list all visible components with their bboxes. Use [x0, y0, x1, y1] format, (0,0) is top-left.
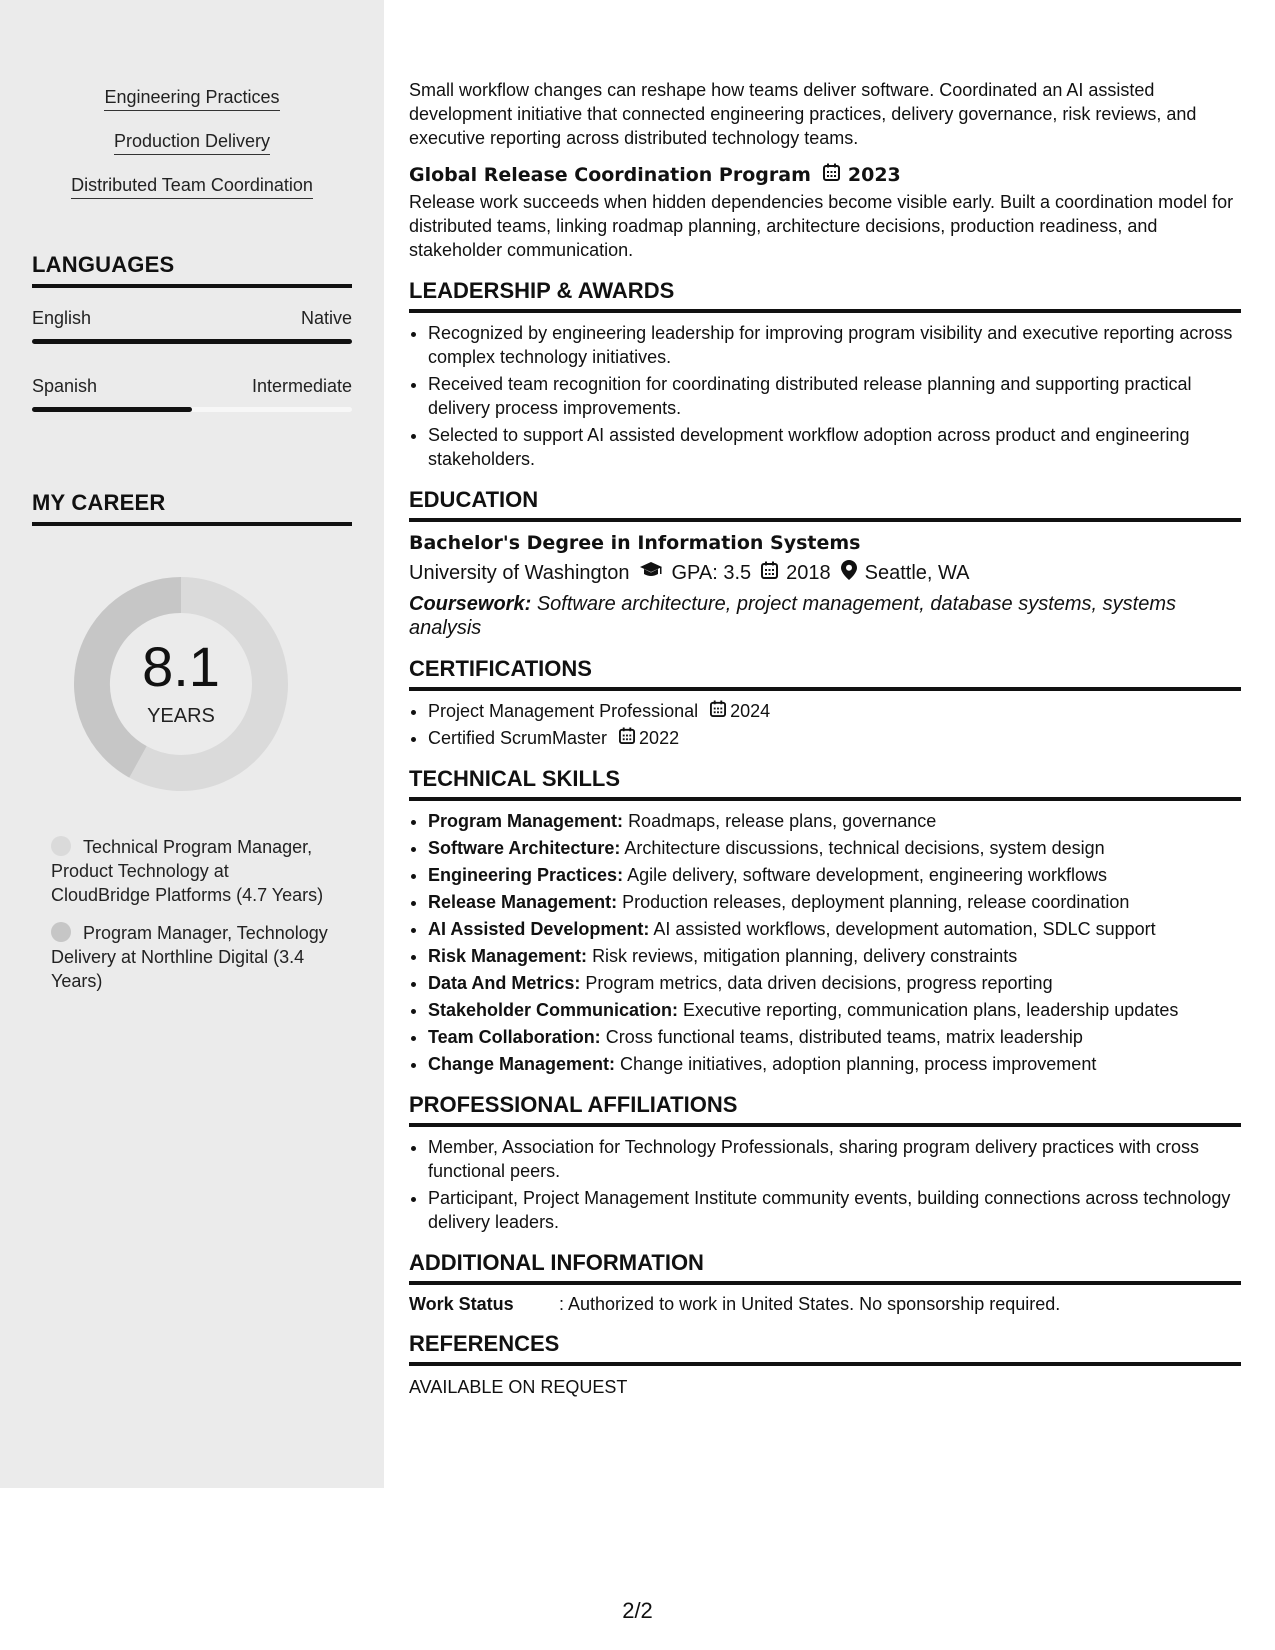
skills-list	[409, 809, 1241, 1076]
page-number: 2/2	[622, 1598, 653, 1623]
skill-label: Engineering Practices:	[428, 865, 624, 885]
career-item: Technical Program Manager, Product Technology at CloudBridge Platforms (4.7 Years)	[51, 837, 324, 905]
language-level: Native	[300, 308, 352, 328]
work-status-row	[409, 1294, 1241, 1315]
language-level: Intermediate	[251, 376, 352, 396]
skill-value: Program metrics, data driven decisions, progress reporting	[585, 973, 1053, 993]
certification-name: • Project Management Professional	[428, 701, 699, 721]
main-content	[409, 78, 1241, 1398]
coursework-label: Coursework:	[409, 593, 532, 615]
gpa: GPA: 3.5	[671, 561, 752, 584]
skill-value: Agile delivery, software development, engineering workflows	[627, 865, 1108, 885]
language-name: English	[32, 308, 92, 328]
skill-label: Change Management:	[428, 1054, 616, 1074]
list-item	[428, 809, 1241, 833]
legend-dot-icon	[51, 836, 71, 856]
list-item	[428, 917, 1241, 941]
career-item: Program Manager, Technology Delivery at Northline Digital (3.4 Years)	[51, 923, 328, 991]
certifications-heading: CERTIFICATIONS	[409, 656, 1241, 691]
career-list	[32, 835, 352, 993]
language-bar	[32, 339, 352, 344]
additional-info-heading: ADDITIONAL INFORMATION	[409, 1250, 1241, 1285]
list-item	[428, 890, 1241, 914]
certification-name: • Certified ScrumMaster	[428, 728, 608, 748]
calendar-icon	[619, 726, 635, 750]
list-item	[428, 863, 1241, 887]
career-years-label: YEARS	[147, 705, 215, 727]
work-status-value: : Authorized to work in United States. No sponsorship required.	[559, 1294, 1061, 1314]
skill-label: AI Assisted Development:	[428, 919, 650, 939]
tag-list	[32, 0, 352, 218]
school-location: Seattle, WA	[864, 561, 970, 584]
language-item	[32, 376, 352, 412]
tag-item: Engineering Practices	[104, 86, 279, 111]
school-name: University of Washington	[409, 561, 630, 584]
list-item: • Received team recognition for coordinating distributed release planning and supporting practical delivery process improvements.	[428, 372, 1241, 420]
calendar-icon	[710, 699, 726, 723]
skill-label: Program Management:	[428, 811, 624, 831]
skill-label: Data And Metrics:	[428, 973, 581, 993]
affiliations-heading: PROFESSIONAL AFFILIATIONS	[409, 1092, 1241, 1127]
career-heading: MY CAREER	[32, 490, 352, 526]
skill-value: AI assisted workflows, development automation, SDLC support	[653, 919, 1156, 939]
list-item	[428, 1052, 1241, 1076]
project-title-row	[409, 163, 1241, 186]
skills-heading: TECHNICAL SKILLS	[409, 766, 1241, 801]
list-item: • Selected to support AI assisted development workflow adoption across product and engineering stakeholders.	[428, 423, 1241, 471]
career-total-years: 8.1	[142, 635, 220, 698]
languages-heading: LANGUAGES	[32, 252, 352, 288]
degree-title: Bachelor's Degree in Information Systems	[409, 532, 861, 554]
skill-value: Production releases, deployment planning, release coordination	[622, 892, 1130, 912]
calendar-icon	[761, 561, 778, 585]
list-item	[428, 998, 1241, 1022]
project-title: Global Release Coordination Program	[409, 163, 811, 186]
calendar-icon	[823, 163, 840, 186]
sidebar	[0, 0, 384, 1488]
affiliations-list	[409, 1135, 1241, 1234]
certification-year: 2022	[639, 728, 680, 748]
project-year: 2023	[847, 163, 901, 186]
skill-label: Release Management:	[428, 892, 618, 912]
leadership-heading: LEADERSHIP & AWARDS	[409, 278, 1241, 313]
coursework	[409, 592, 1241, 640]
language-name: Spanish	[32, 376, 98, 396]
language-item	[32, 308, 352, 344]
skill-value: Risk reviews, mitigation planning, delivery constraints	[592, 946, 1018, 966]
skill-value: Architecture discussions, technical decisions, system design	[624, 838, 1105, 858]
graduation-cap-icon	[639, 561, 663, 585]
project-description: Release work succeeds when hidden dependencies become visible early. Built a coordination model for distributed teams, linking roadmap planning, architecture decisions, production readiness, and stakeholder communication.	[409, 192, 1234, 260]
graduation-year: 2018	[786, 561, 831, 584]
skill-value: Change initiatives, adoption planning, process improvement	[620, 1054, 1097, 1074]
list-item: • Participant, Project Management Institute community events, building connections across technology delivery leaders.	[428, 1186, 1241, 1234]
career-donut	[66, 569, 296, 799]
language-bar-fill	[32, 339, 352, 344]
skill-label: Team Collaboration:	[428, 1027, 601, 1047]
list-item	[428, 726, 1241, 750]
location-pin-icon	[841, 560, 857, 586]
language-bar-fill	[32, 407, 192, 412]
skill-label: Stakeholder Communication:	[428, 1000, 679, 1020]
skill-value: Roadmaps, release plans, governance	[628, 811, 937, 831]
skill-label: Risk Management:	[428, 946, 588, 966]
legend-dot-icon	[51, 922, 71, 942]
language-bar	[32, 407, 352, 412]
certification-year: 2024	[730, 701, 771, 721]
leadership-list	[409, 321, 1241, 471]
list-item: • Recognized by engineering leadership for improving program visibility and executive reporting across complex technology initiatives.	[428, 321, 1241, 369]
references-text: AVAILABLE ON REQUEST	[409, 1377, 628, 1397]
skill-value: Executive reporting, communication plans, leadership updates	[683, 1000, 1179, 1020]
skill-value: Cross functional teams, distributed teams, matrix leadership	[605, 1027, 1083, 1047]
skill-label: Software Architecture:	[428, 838, 621, 858]
list-item	[428, 699, 1241, 723]
work-status-label: Work Status	[409, 1294, 514, 1314]
list-item	[428, 836, 1241, 860]
coursework-text: Software architecture, project management, database systems, systems analysis	[409, 593, 1176, 639]
list-item	[428, 971, 1241, 995]
education-details	[409, 560, 1241, 586]
list-item	[428, 944, 1241, 968]
intro-paragraph: Small workflow changes can reshape how teams deliver software. Coordinated an AI assisted development initiative that connected engineering practices, delivery governance, risk reviews, and executive reporting across distributed technology teams.	[409, 80, 1197, 148]
tag-item: Distributed Team Coordination	[71, 174, 313, 199]
certifications-list	[409, 699, 1241, 750]
tag-item: Production Delivery	[114, 130, 270, 155]
references-heading: REFERENCES	[409, 1331, 1241, 1366]
list-item	[428, 1025, 1241, 1049]
list-item: • Member, Association for Technology Professionals, sharing program delivery practices with cross functional peers.	[428, 1135, 1241, 1183]
education-heading: EDUCATION	[409, 487, 1241, 522]
